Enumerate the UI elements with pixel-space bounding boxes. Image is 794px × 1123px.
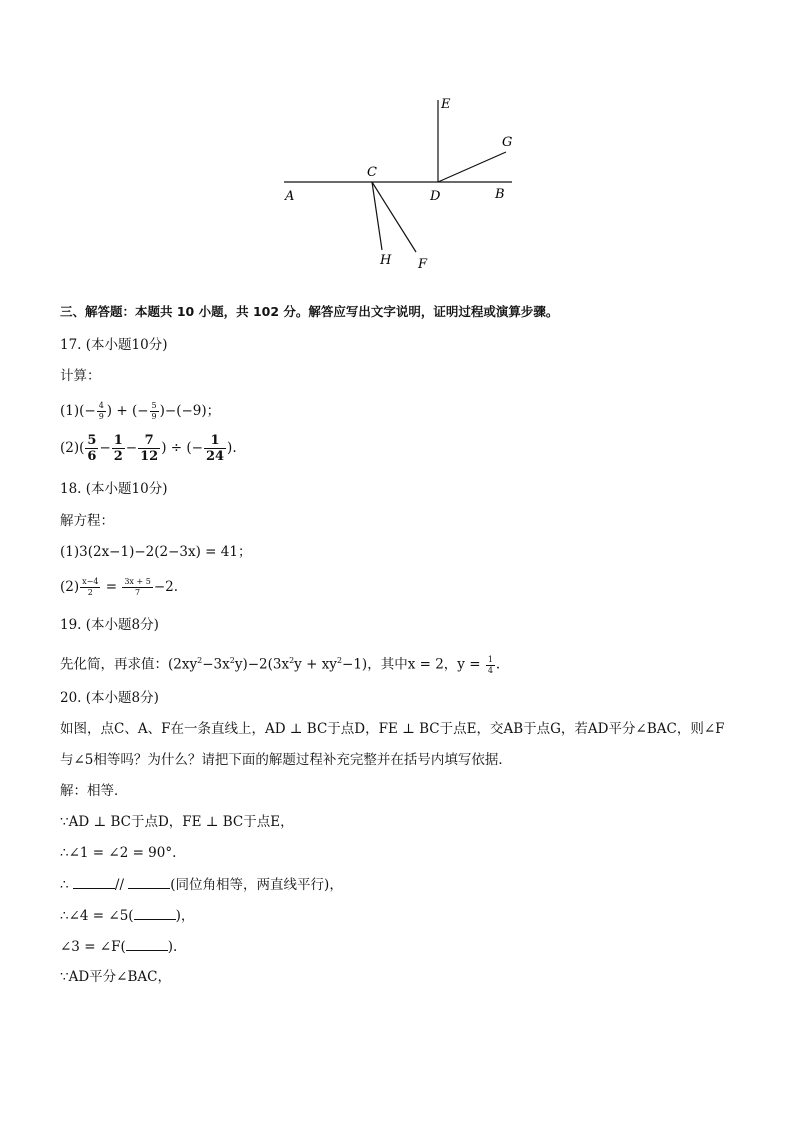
q18-part2: (2) $\frac{x-4}{2}$ = $\frac{3x + 5}{7}$ −2. [60,577,179,597]
label-a: A [285,189,295,204]
fill-blank[interactable] [128,875,170,889]
ray-dg [438,152,506,182]
label-c: C [367,165,377,180]
fraction: $\frac{5}{9}$ [151,401,157,421]
fraction: $\frac{x-4}{2}$ [82,577,99,597]
q20-answer: 解：相等． [60,783,128,799]
ray-cf [372,182,416,252]
figure-svg [270,92,530,272]
q17-intro: 计算： [60,368,101,384]
q19-body: 先化简，再求值：$(2xy^2-3x^2y)-2(3x^2y + xy^2-1)$，其中x = 2，y = $\frac{1}{4}$ . [60,654,501,675]
ray-ch [372,182,382,250]
fraction: $\frac{1}{24}$ [205,433,225,464]
q19-title: 19. (本小题8分) [60,617,159,633]
fraction: $\frac{1}{4}$ [487,654,493,675]
q20-step4: ∴∠4 = ∠5( )， [60,908,195,924]
q20-title: 20. (本小题8分) [60,690,159,706]
q17-part1: (1)(− $\frac{4}{9}$ ) + (− $\frac{5}{9}$ )−(−9)； [60,401,221,421]
fraction: $\frac{7}{12}$ [140,433,159,464]
fraction: $\frac{5}{6}$ [87,433,97,464]
q17-title: 17. (本小题10分) [60,337,168,353]
q18-title: 18. (本小题10分) [60,481,168,497]
q18-intro: 解方程： [60,513,114,529]
q20-step3: ∴ // (同位角相等，两直线平行)， [60,877,343,893]
q18-part1: (1)3(2x−1)−2(2−3x) = 41； [60,544,252,560]
label-f: F [418,257,428,272]
label-e: E [441,97,451,112]
fill-blank[interactable] [73,875,115,889]
fraction: $\frac{1}{2}$ [113,433,123,464]
q20-step1: ∵AD ⊥ BC于点D，FE ⊥ BC于点E， [60,814,294,830]
geometry-figure [270,92,530,272]
label-d: D [430,189,441,204]
fraction: $\frac{4}{9}$ [98,401,104,421]
q20-line2: 与∠5相等吗？为什么？请把下面的解题过程补充完整并在括号内填写依据． [60,752,512,768]
fill-blank[interactable] [126,937,168,951]
q20-step2: ∴∠1 = ∠2 = 90°. [60,845,177,861]
fraction: $\frac{3x + 5}{7}$ [124,577,151,597]
q20-step6: ∵AD平分∠BAC， [60,969,171,985]
label-h: H [380,253,392,268]
label-b: B [495,187,505,202]
q20-step5: ∠3 = ∠F( ). [60,939,178,955]
q20-line1: 如图，点C、A、F在一条直线上，AD ⊥ BC于点D，FE ⊥ BC于点E，交AB于点G，若AD平分∠BAC，则∠F [60,721,725,737]
section-heading: 三、解答题：本题共 10 小题，共 102 分。解答应写出文字说明，证明过程或演算步骤。 [60,304,559,319]
fill-blank[interactable] [134,906,176,920]
q17-part2: (2)( $\frac{5}{6}$ − $\frac{1}{2}$ − $\frac{7}{12}$ ) ÷ (− $\frac{1}{24}$ ). [60,433,237,464]
label-g: G [502,135,513,150]
